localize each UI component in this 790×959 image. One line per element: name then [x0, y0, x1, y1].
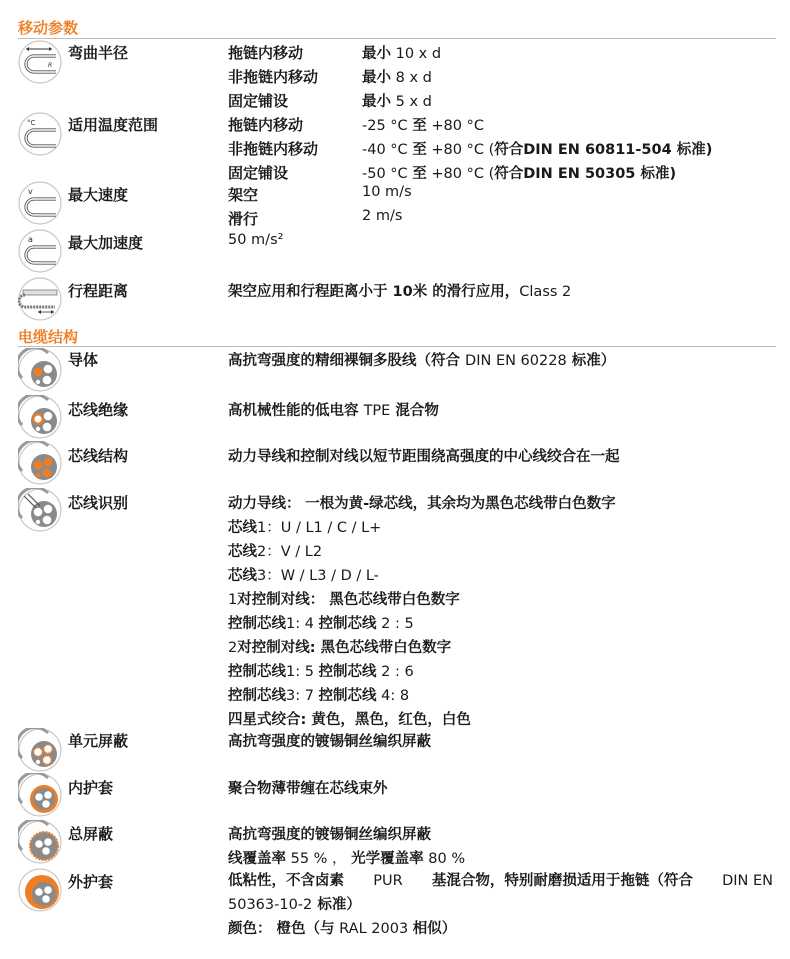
outer-jacket-line: 低粘性，不含卤素 PUR 基混合物，特别耐磨损适用于拖链（符合 DIN EN: [228, 873, 773, 889]
value-text: 最小 5 x d: [362, 94, 432, 110]
label-core-insulation: 芯线绝缘: [68, 401, 129, 419]
value-text: 动力导线和控制对线以短节距围绕高强度的中心线绞合在一起: [228, 449, 620, 465]
section-title-cable: 电缆结构: [18, 328, 79, 346]
label-max-speed: 最大速度: [68, 186, 129, 204]
sub-label: 固定铺设: [228, 92, 289, 110]
core-insulation-icon: [18, 395, 62, 439]
conductor-icon: [18, 348, 62, 392]
label-element-shield: 单元屏蔽: [68, 732, 129, 750]
overall-shield-icon: [18, 820, 62, 864]
label-max-acceleration: 最大加速度: [68, 234, 144, 252]
value-text: 高抗弯强度的镀锡铜丝编织屏蔽: [228, 734, 431, 750]
label-outer-jacket: 外护套: [68, 873, 114, 891]
value-text: 架空应用和行程距离小于 10米 的滑行应用，Class 2: [228, 284, 572, 300]
label-bend-radius: 弯曲半径: [68, 44, 129, 62]
value-text: 聚合物薄带缠在芯线束外: [228, 781, 388, 797]
identification-line: 控制芯线3: 7 控制芯线 4: 8: [228, 688, 410, 704]
value-text: 高抗弯强度的精细裸铜多股线（符合 DIN EN 60228 标准）: [228, 353, 616, 369]
value-text: -50 °C 至 +80 °C (符合DIN EN 50305 标准): [362, 166, 677, 182]
section-title-motion: 移动参数: [18, 19, 79, 37]
element-shield-icon: [18, 728, 62, 772]
value-text: 50 m/s²: [228, 232, 284, 248]
value-text: 10 m/s: [362, 184, 412, 200]
sub-label: 拖链内移动: [228, 116, 304, 134]
bend-radius-icon: [18, 40, 62, 84]
identification-line: 控制芯线1: 5 控制芯线 2 : 6: [228, 664, 414, 680]
identification-line: 芯线3：W / L3 / D / L-: [228, 568, 379, 584]
section-divider: [18, 346, 776, 347]
identification-line: 1对控制对线： 黑色芯线带白色数字: [228, 592, 460, 608]
sub-label: 固定铺设: [228, 164, 289, 182]
sub-label: 非拖链内移动: [228, 140, 319, 158]
sub-label: 架空: [228, 186, 259, 204]
label-overall-shield: 总屏蔽: [68, 825, 114, 843]
label-core-identification: 芯线识别: [68, 494, 129, 512]
svg-text:°C: °C: [27, 119, 36, 127]
value-text: 2 m/s: [362, 208, 403, 224]
value-text: 最小 10 x d: [362, 46, 442, 62]
svg-text:v: v: [28, 187, 33, 196]
value-text: 高机械性能的低电容 TPE 混合物: [228, 403, 439, 419]
speed-icon: [18, 181, 62, 225]
outer-jacket-text: [228, 869, 773, 941]
label-travel-distance: 行程距离: [68, 282, 129, 300]
identification-line: 动力导线： 一根为黄-绿芯线，其余均为黑色芯线带白色数字: [228, 496, 616, 512]
travel-distance-icon: [18, 277, 62, 321]
label-temperature: 适用温度范围: [68, 116, 159, 134]
identification-line: 四星式绞合: 黄色，黑色，红色，白色: [228, 712, 471, 728]
value-text: 高抗弯强度的镀锡铜丝编织屏蔽: [228, 827, 431, 843]
coverage-text: 线覆盖率 55 % ， 光学覆盖率 80 %: [228, 851, 466, 867]
section-divider: [18, 38, 776, 39]
label-inner-jacket: 内护套: [68, 779, 114, 797]
value-text: -40 °C 至 +80 °C (符合DIN EN 60811-504 标准): [362, 142, 713, 158]
value-text: 最小 8 x d: [362, 70, 432, 86]
svg-text:R: R: [48, 62, 53, 69]
sub-label: 滑行: [228, 210, 259, 228]
outer-jacket-line: 颜色： 橙色（与 RAL 2003 相似）: [228, 921, 457, 937]
inner-jacket-icon: [18, 773, 62, 817]
label-conductor: 导体: [68, 351, 99, 369]
identification-line: 芯线2：V / L2: [228, 544, 323, 560]
label-core-structure: 芯线结构: [68, 447, 129, 465]
identification-line: 控制芯线1: 4 控制芯线 2 : 5: [228, 616, 414, 632]
outer-jacket-icon: [18, 868, 62, 912]
sub-label: 拖链内移动: [228, 44, 304, 62]
temperature-icon: [18, 112, 62, 156]
value-text: -25 °C 至 +80 °C: [362, 118, 484, 134]
core-structure-icon: [18, 441, 62, 485]
svg-text:a: a: [28, 235, 33, 244]
acceleration-icon: [18, 229, 62, 273]
core-identification-icon: [18, 488, 62, 532]
identification-line: 芯线1：U / L1 / C / L+: [228, 520, 382, 536]
outer-jacket-line: 50363-10-2 标准）: [228, 897, 361, 913]
identification-line: 2对控制对线: 黑色芯线带白色数字: [228, 640, 452, 656]
sub-label: 非拖链内移动: [228, 68, 319, 86]
